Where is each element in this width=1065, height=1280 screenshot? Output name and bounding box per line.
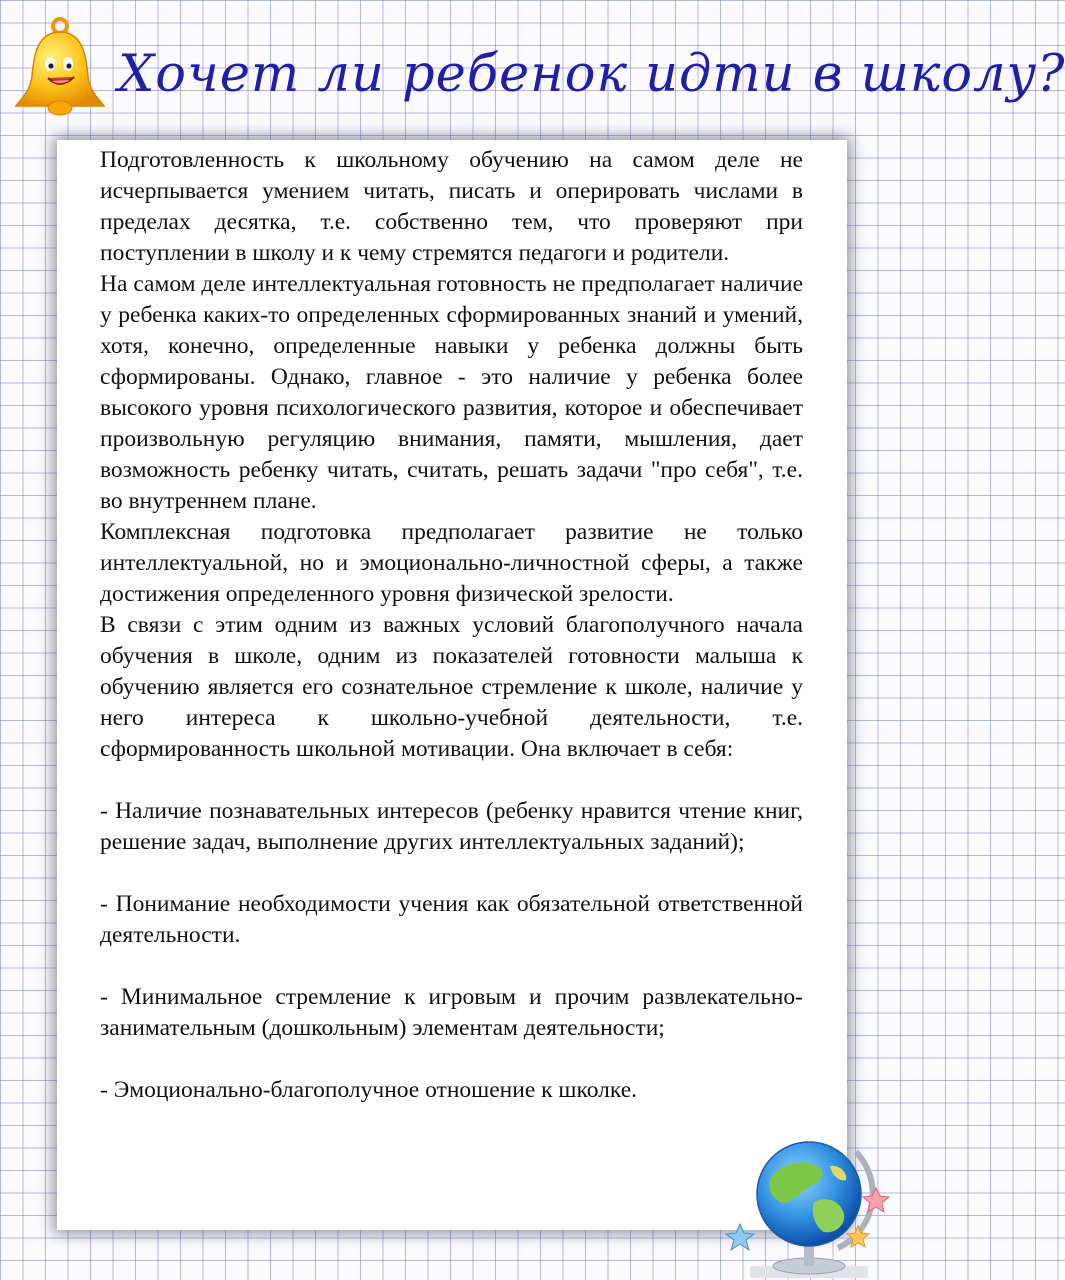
article-card	[57, 140, 847, 1230]
article-body	[100, 145, 803, 1106]
page-title: Хочет ли ребенок идти в школу?	[118, 45, 1065, 104]
list-item: - Понимание необходимости учения как обязательной ответственной деятельности.	[100, 891, 803, 948]
list-item: - Минимальное стремление к игровым и прочим развлекательно-занимательным (дошкольным) элементам деятельности;	[100, 984, 803, 1041]
paragraph-school-motivation: В связи с этим одним из важных условий благополучного начала обучения в школе, одним из показателей готовности малыша к обучению является его сознательное стремление к школе, наличие у него интереса к школьно-учебной деятельности, т.е. сформированность школьной мотивации. Она включает в себя:	[100, 612, 803, 762]
star-blue-icon	[726, 1224, 754, 1250]
globe-icon	[718, 1136, 894, 1278]
smiling-bell-icon	[12, 14, 108, 118]
paragraph-complex-preparation: Комплексная подготовка предполагает развитие не только интеллектуальной, но и эмоционально-личностной сферы, а также достижения определенного уровня физической зрелости.	[100, 519, 803, 607]
list-item: - Эмоционально-благополучное отношение к школке.	[100, 1077, 638, 1103]
paragraph-intellectual-readiness: На самом деле интеллектуальная готовность не предполагает наличие у ребенка каких-то определенных сформированных знаний и умений, хотя, конечно, определенные навыки у ребенка должны быть сформированы. Однако, главное - это наличие у ребенка более высокого уровня психологического развития, которое и обеспечивает произвольную регуляцию внимания, памяти, мышления, дает возможность ребенку читать, считать, решать задачи "про себя", т.е. во внутреннем плане.	[100, 271, 803, 514]
list-item: - Наличие познавательных интересов (ребенку нравится чтение книг, решение задач, выполнение других интеллектуальных заданий);	[100, 798, 803, 855]
paragraph-readiness: Подготовленность к школьному обучению на самом деле не исчерпывается умением читать, писать и оперировать числами в пределах десятка, т.е. собственно тем, что проверяют при поступлении в школу и к чему стремятся педагоги и родители.	[100, 147, 803, 266]
star-pink-icon	[863, 1188, 889, 1212]
